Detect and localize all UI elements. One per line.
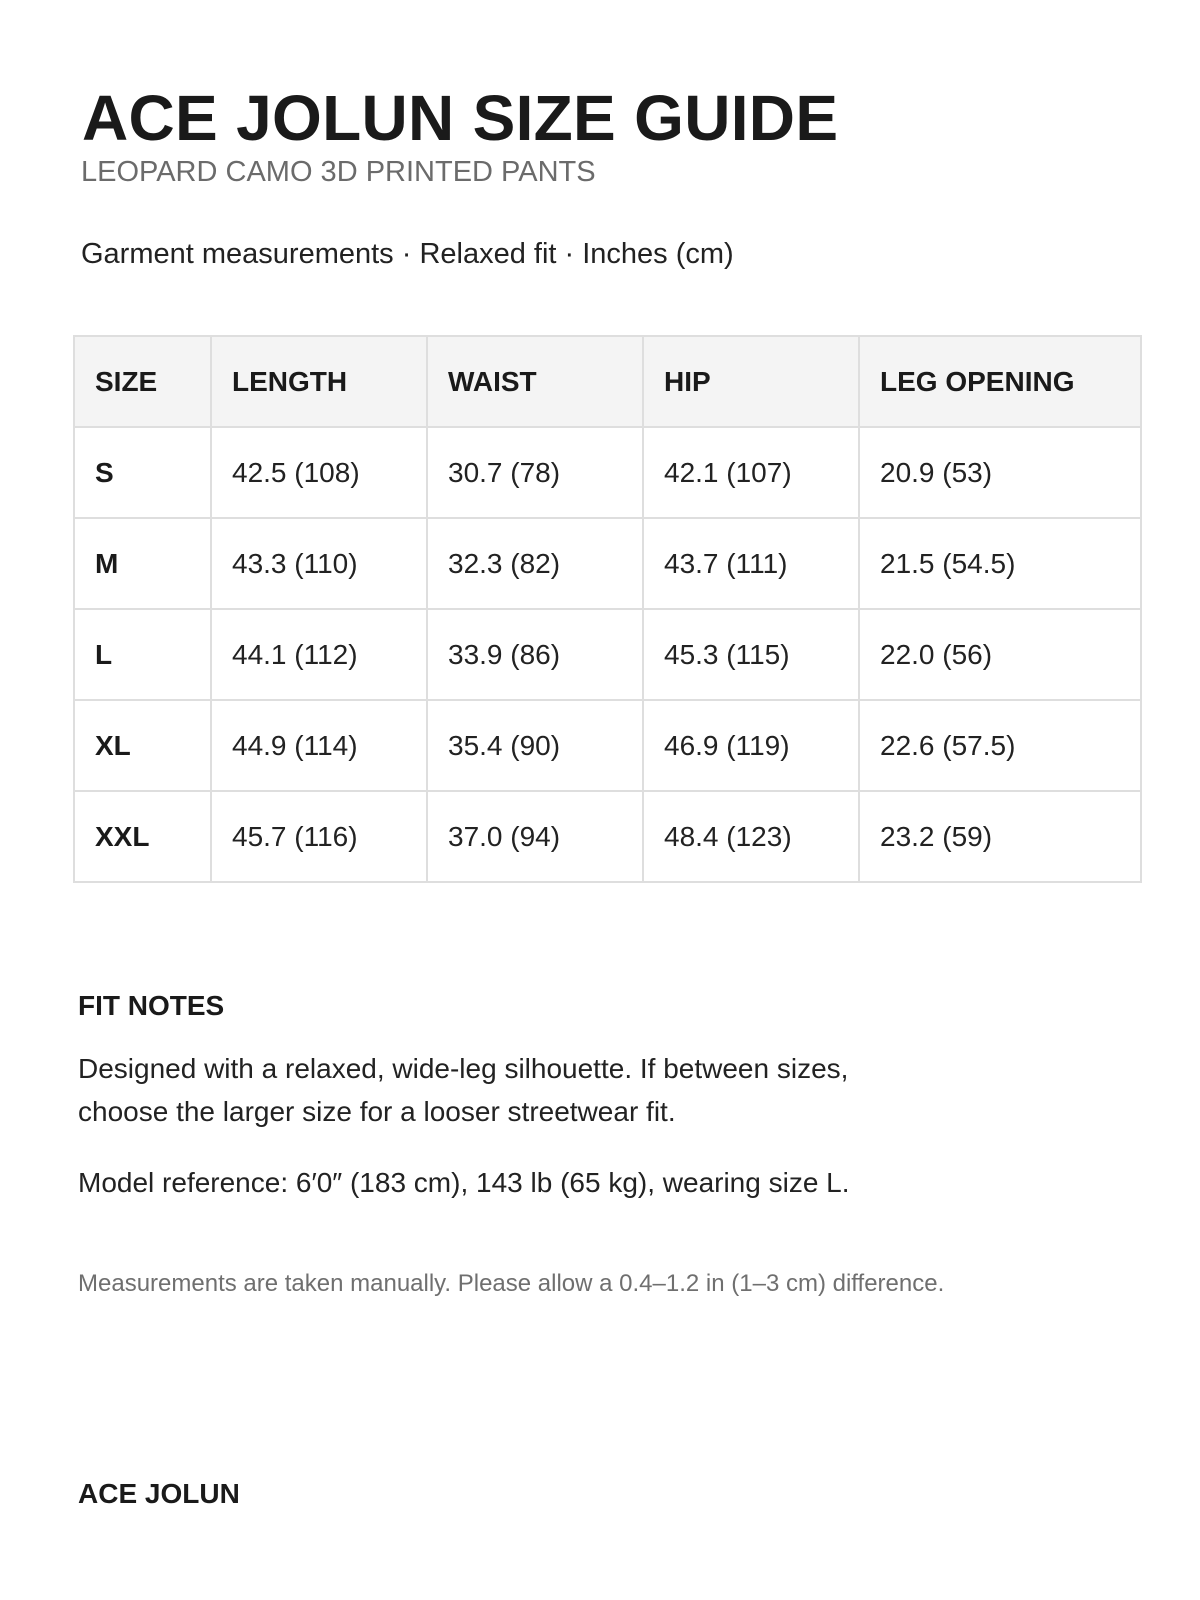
column-header-hip: HIP: [643, 336, 859, 427]
measurement-disclaimer: Measurements are taken manually. Please allow a 0.4–1.2 in (1–3 cm) difference.: [78, 1270, 945, 1297]
column-header-leg-opening: LEG OPENING: [859, 336, 1141, 427]
table-row: [74, 609, 1141, 700]
footer-brand: ACE JOLUN: [78, 1478, 240, 1509]
waist-cell: 32.3 (82): [427, 518, 643, 609]
leg-opening-cell: 23.2 (59): [859, 791, 1141, 882]
length-cell: 42.5 (108): [211, 427, 427, 518]
table-row: [74, 700, 1141, 791]
size-cell: L: [74, 609, 211, 700]
size-table-header: [74, 336, 1141, 427]
length-cell: 45.7 (116): [211, 791, 427, 882]
leg-opening-cell: 21.5 (54.5): [859, 518, 1141, 609]
table-row: [74, 518, 1141, 609]
size-cell: S: [74, 427, 211, 518]
hip-cell: 42.1 (107): [643, 427, 859, 518]
table-row: [74, 791, 1141, 882]
length-cell: 44.1 (112): [211, 609, 427, 700]
length-cell: 44.9 (114): [211, 700, 427, 791]
size-table-body: [74, 427, 1141, 882]
column-header-size: SIZE: [74, 336, 211, 427]
size-cell: XXL: [74, 791, 211, 882]
table-row: [74, 427, 1141, 518]
header-row: [74, 336, 1141, 427]
size-cell: M: [74, 518, 211, 609]
waist-cell: 33.9 (86): [427, 609, 643, 700]
waist-cell: 30.7 (78): [427, 427, 643, 518]
waist-cell: 35.4 (90): [427, 700, 643, 791]
size-table: [73, 335, 1142, 883]
hip-cell: 45.3 (115): [643, 609, 859, 700]
product-subtitle: LEOPARD CAMO 3D PRINTED PANTS: [81, 156, 596, 188]
size-cell: XL: [74, 700, 211, 791]
fit-notes-body: Designed with a relaxed, wide-leg silhouette. If between sizes, choose the larger size for a looser streetwear fit.: [78, 1053, 849, 1127]
leg-opening-cell: 20.9 (53): [859, 427, 1141, 518]
waist-cell: 37.0 (94): [427, 791, 643, 882]
measurement-info: Garment measurements · Relaxed fit · Inches (cm): [81, 238, 734, 270]
model-reference: Model reference: 6′0″ (183 cm), 143 lb (65 kg), wearing size L.: [78, 1167, 850, 1198]
hip-cell: 46.9 (119): [643, 700, 859, 791]
fit-notes-heading: FIT NOTES: [78, 990, 225, 1021]
page-title: ACE JOLUN SIZE GUIDE: [82, 82, 839, 154]
length-cell: 43.3 (110): [211, 518, 427, 609]
column-header-waist: WAIST: [427, 336, 643, 427]
leg-opening-cell: 22.6 (57.5): [859, 700, 1141, 791]
hip-cell: 48.4 (123): [643, 791, 859, 882]
hip-cell: 43.7 (111): [643, 518, 859, 609]
column-header-length: LENGTH: [211, 336, 427, 427]
leg-opening-cell: 22.0 (56): [859, 609, 1141, 700]
